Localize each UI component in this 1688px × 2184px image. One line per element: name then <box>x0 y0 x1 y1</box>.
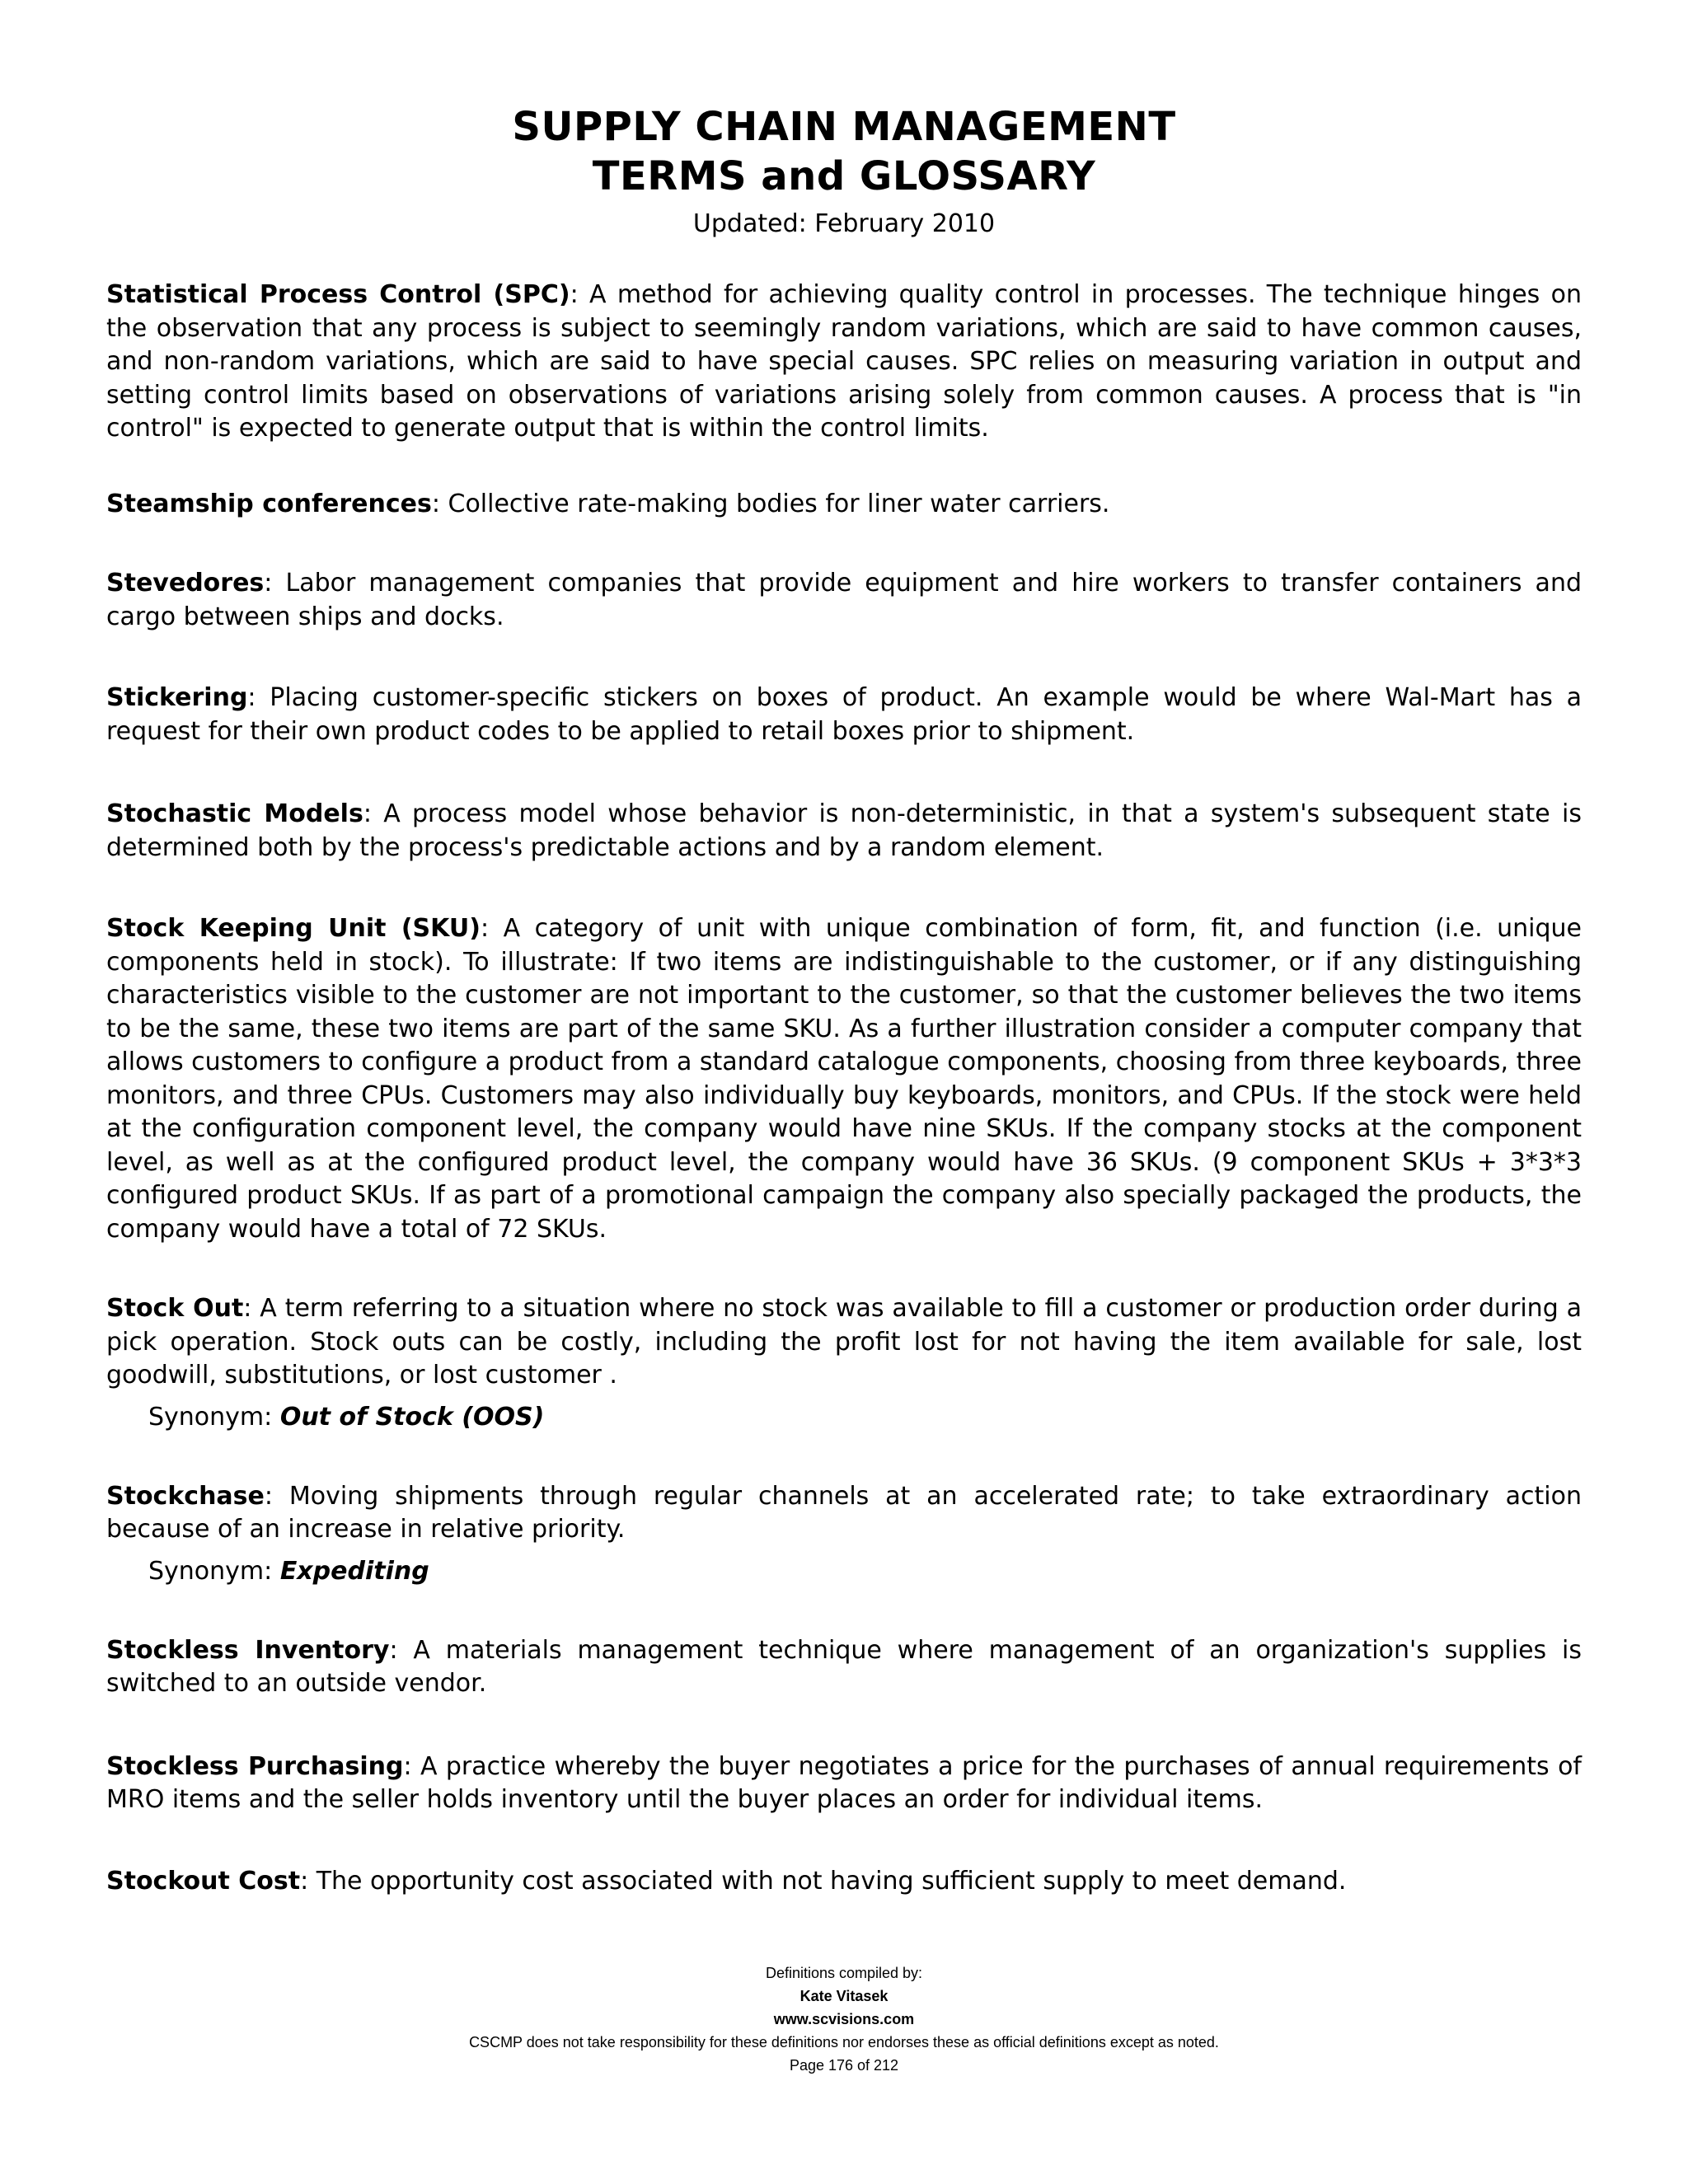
updated-date: Updated: February 2010 <box>692 209 996 238</box>
entry-term: Statistical Process Control (SPC) <box>106 280 570 309</box>
entry-definition: : A method for achieving quality control in processes. The technique hinges on the observation that any process is subject to seemingly random variations, which are said to have common causes, and non-random variations, which are said to have special causes. SPC relies on measuring variation in output and setting control limits based on observations of variations arising solely from common causes. A process that is "in control" is expected to generate output that is within the control limits. <box>106 280 1582 443</box>
entry-term: Stockless Inventory <box>106 1635 390 1665</box>
document-header <box>0 102 1688 242</box>
glossary-entry <box>106 682 1582 748</box>
glossary-entry <box>106 567 1582 634</box>
entry-definition: : A process model whose behavior is non-deterministic, in that a system's subsequent state is determined both by the process's predictable actions and by a random element. <box>106 799 1582 862</box>
entry-term: Stockless Purchasing <box>106 1751 404 1781</box>
synonym-term: Out of Stock (OOS) <box>279 1402 545 1432</box>
entry-definition: : The opportunity cost associated with not having sufficient supply to meet demand. <box>300 1866 1347 1896</box>
synonym-label: Synonym: <box>148 1402 280 1432</box>
entry-definition: : Moving shipments through regular channels at an accelerated rate; to take extraordinary action because of an increase in relative priority. <box>106 1481 1582 1544</box>
title-line-2: TERMS and GLOSSARY <box>592 153 1096 199</box>
glossary-entry <box>106 1480 1582 1588</box>
footer-author: Kate Vitasek <box>799 1988 889 2004</box>
synonym-label: Synonym: <box>148 1556 280 1586</box>
footer-website: www.scvisions.com <box>773 2011 915 2027</box>
title-line-1: SUPPLY CHAIN MANAGEMENT <box>512 104 1176 150</box>
synonym-line <box>148 1555 1582 1588</box>
entry-definition: : A term referring to a situation where no stock was available to fill a customer or production order during a pick operation. Stock outs can be costly, including the profit lost for not having the item available for sale, lost goodwill, substitutions, or lost customer . <box>106 1294 1582 1390</box>
synonym-line <box>148 1401 1582 1434</box>
glossary-entry <box>106 1865 1582 1899</box>
entry-definition: : Collective rate-making bodies for liner water carriers. <box>431 489 1110 518</box>
entry-definition: : Labor management companies that provide equipment and hire workers to transfer containers and cargo between ships and docks. <box>106 569 1582 631</box>
entry-definition: : Placing customer-specific stickers on boxes of product. An example would be where Wal-Mart has a request for their own product codes to be applied to retail boxes prior to shipment. <box>106 683 1582 746</box>
entry-definition: : A materials management technique where management of an organization's supplies is switched to an outside vendor. <box>106 1635 1582 1698</box>
page-footer <box>0 1961 1688 2077</box>
entry-term: Stockout Cost <box>106 1866 301 1896</box>
entry-definition: : A practice whereby the buyer negotiates a price for the purchases of annual requirements of MRO items and the seller holds inventory until the buyer places an order for individual items. <box>106 1751 1582 1814</box>
entry-term: Steamship conferences <box>106 489 432 518</box>
glossary-entry <box>106 1634 1582 1701</box>
entry-term: Stock Keeping Unit (SKU) <box>106 914 481 943</box>
footer-page-number: Page 176 of 212 <box>789 2057 899 2074</box>
glossary-entry <box>106 798 1582 865</box>
footer-disclaimer: CSCMP does not take responsibility for these definitions nor endorses these as official definitions except as noted. <box>469 2034 1219 2050</box>
footer-compiled-by: Definitions compiled by: <box>765 1965 923 1981</box>
glossary-entry <box>106 1292 1582 1434</box>
entry-definition: : A category of unit with unique combination of form, fit, and function (i.e. unique components held in stock). To illustrate: If two items are indistinguishable to the customer, or if any distinguishing characteristics visible to the customer are not important to the customer, so that the customer believes the two items to be the same, these two items are part of the same SKU. As a further illustration consider a computer company that allows customers to configure a product from a standard catalogue components, choosing from three keyboards, three monitors, and three CPUs. Customers may also individually buy keyboards, monitors, and CPUs. If the stock were held at the configuration component level, the company would have nine SKUs. If the company stocks at the component level, as well as at the configured product level, the company would have 36 SKUs. (9 component SKUs + 3*3*3 configured product SKUs. If as part of a promotional campaign the company also specially packaged the products, the company would have a total of 72 SKUs. <box>106 914 1582 1244</box>
entry-term: Stochastic Models <box>106 799 363 828</box>
entry-term: Stock Out <box>106 1294 244 1323</box>
entry-term: Stickering <box>106 683 248 712</box>
entry-term: Stockchase <box>106 1481 265 1511</box>
synonym-term: Expediting <box>279 1556 429 1586</box>
entry-term: Stevedores <box>106 569 265 598</box>
glossary-entry <box>106 279 1582 446</box>
glossary-entry <box>106 1750 1582 1817</box>
glossary-entry <box>106 488 1582 522</box>
glossary-entry <box>106 912 1582 1246</box>
glossary-entries <box>106 279 1582 1898</box>
